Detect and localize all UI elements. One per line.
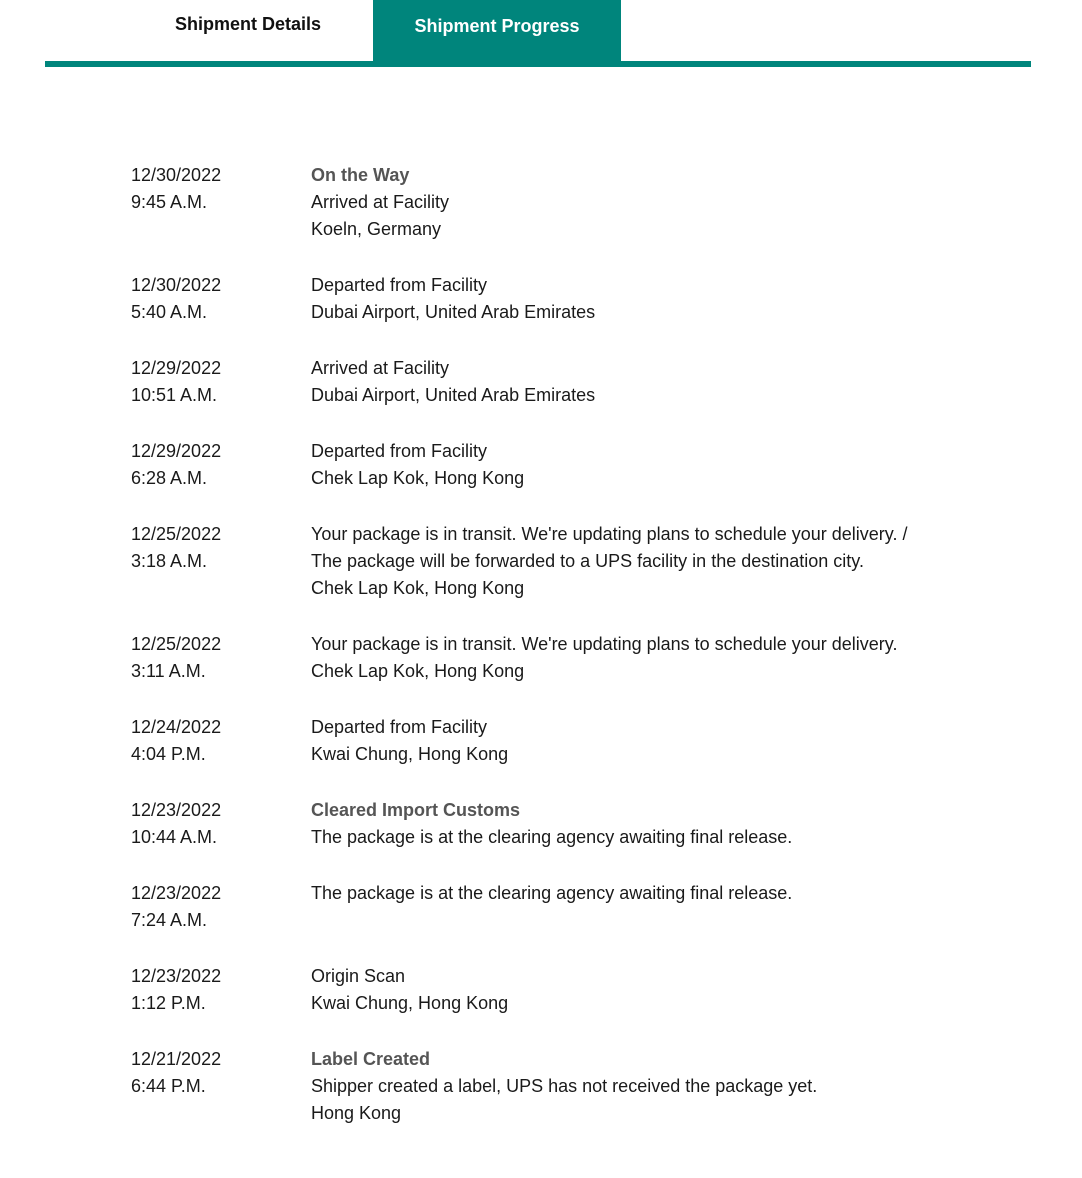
tab-shipment-progress[interactable]: Shipment Progress — [373, 0, 621, 62]
event-info — [311, 631, 1011, 685]
event-datetime — [131, 714, 311, 768]
event-location: Koeln, Germany — [311, 219, 442, 239]
event-time: 4:04 P.M. — [131, 744, 206, 764]
tab-underline — [45, 61, 1031, 67]
event-info — [311, 1046, 1011, 1127]
progress-event — [131, 355, 1011, 409]
event-time: 9:45 A.M. — [131, 192, 208, 212]
event-info — [311, 272, 1011, 326]
event-date: 12/30/2022 — [131, 275, 222, 295]
event-location: Chek Lap Kok, Hong Kong — [311, 661, 525, 681]
event-location: Dubai Airport, United Arab Emirates — [311, 302, 596, 322]
event-date: 12/25/2022 — [131, 524, 222, 544]
progress-event — [131, 438, 1011, 492]
event-datetime — [131, 1046, 311, 1127]
event-date: 12/23/2022 — [131, 800, 222, 820]
progress-event — [131, 521, 1011, 602]
event-description: Arrived at Facility — [311, 192, 450, 212]
event-datetime — [131, 355, 311, 409]
event-datetime — [131, 521, 311, 602]
event-info — [311, 963, 1011, 1017]
event-time: 6:28 A.M. — [131, 468, 208, 488]
event-location: Chek Lap Kok, Hong Kong — [311, 578, 525, 598]
event-date: 12/21/2022 — [131, 1049, 222, 1069]
progress-event — [131, 162, 1011, 243]
event-time: 10:44 A.M. — [131, 827, 218, 847]
shipment-progress-list — [131, 162, 1011, 1156]
event-datetime — [131, 438, 311, 492]
event-description-continued: The package will be forwarded to a UPS facility in the destination city. — [311, 551, 864, 571]
event-date: 12/30/2022 — [131, 165, 222, 185]
event-info — [311, 162, 1011, 243]
event-info — [311, 438, 1011, 492]
progress-event — [131, 880, 1011, 934]
event-description: Departed from Facility — [311, 275, 488, 295]
progress-event — [131, 714, 1011, 768]
event-time: 6:44 P.M. — [131, 1076, 206, 1096]
progress-event — [131, 272, 1011, 326]
event-datetime — [131, 162, 311, 243]
event-time: 3:11 A.M. — [131, 661, 206, 681]
event-time: 10:51 A.M. — [131, 385, 218, 405]
progress-event — [131, 1046, 1011, 1127]
event-date: 12/29/2022 — [131, 441, 222, 461]
event-info — [311, 714, 1011, 768]
progress-event — [131, 797, 1011, 851]
event-status: Label Created — [311, 1049, 431, 1069]
event-description: Your package is in transit. We're updating plans to schedule your delivery. / — [311, 524, 908, 544]
event-description: Arrived at Facility — [311, 358, 450, 378]
progress-event — [131, 631, 1011, 685]
event-date: 12/23/2022 — [131, 966, 222, 986]
event-time: 1:12 P.M. — [131, 993, 206, 1013]
tab-bar — [45, 0, 1031, 67]
event-datetime — [131, 631, 311, 685]
event-description: Departed from Facility — [311, 441, 488, 461]
event-info — [311, 355, 1011, 409]
event-location: Dubai Airport, United Arab Emirates — [311, 385, 596, 405]
event-time: 7:24 A.M. — [131, 910, 208, 930]
event-date: 12/24/2022 — [131, 717, 222, 737]
event-time: 5:40 A.M. — [131, 302, 208, 322]
event-date: 12/25/2022 — [131, 634, 222, 654]
event-status: Cleared Import Customs — [311, 800, 521, 820]
event-datetime — [131, 963, 311, 1017]
event-time: 3:18 A.M. — [131, 551, 208, 571]
event-datetime — [131, 880, 311, 934]
event-info — [311, 880, 1011, 934]
event-location: Kwai Chung, Hong Kong — [311, 744, 509, 764]
event-status: On the Way — [311, 165, 410, 185]
event-info — [311, 797, 1011, 851]
event-location: Hong Kong — [311, 1103, 402, 1123]
tab-shipment-details[interactable]: Shipment Details — [174, 14, 322, 34]
progress-event — [131, 963, 1011, 1017]
event-description: Origin Scan — [311, 966, 406, 986]
event-date: 12/23/2022 — [131, 883, 222, 903]
event-datetime — [131, 797, 311, 851]
event-datetime — [131, 272, 311, 326]
event-description: Shipper created a label, UPS has not received the package yet. — [311, 1076, 818, 1096]
event-date: 12/29/2022 — [131, 358, 222, 378]
event-info — [311, 521, 1011, 602]
event-location: Chek Lap Kok, Hong Kong — [311, 468, 525, 488]
event-description: The package is at the clearing agency awaiting final release. — [311, 827, 793, 847]
event-description: Your package is in transit. We're updating plans to schedule your delivery. — [311, 634, 898, 654]
event-description: Departed from Facility — [311, 717, 488, 737]
event-description: The package is at the clearing agency awaiting final release. — [311, 883, 793, 903]
event-location: Kwai Chung, Hong Kong — [311, 993, 509, 1013]
